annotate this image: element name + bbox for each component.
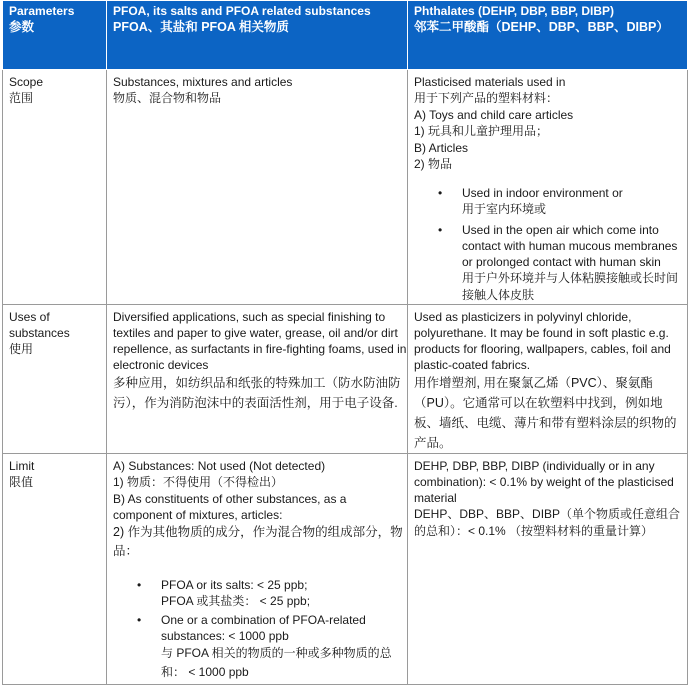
- scope-phth-line: A) Toys and child care articles: [414, 108, 574, 122]
- cell-limit-label: [3, 454, 107, 685]
- cell-uses-phthalates: [408, 305, 688, 454]
- header-parameters: [3, 1, 107, 70]
- limit-pfoa-bullet-list: [113, 577, 407, 682]
- header-pfoa-en: PFOA, its salts and PFOA related substances: [113, 4, 371, 18]
- uses-label-en: Uses of substances: [9, 310, 70, 340]
- limit-pfoa-line: B) As constituents of other substances, as a component of mixtures, articles:: [113, 492, 347, 522]
- scope-pfoa-en: Substances, mixtures and articles: [113, 75, 293, 89]
- table-row-uses: [3, 305, 688, 454]
- scope-phth-line: Plasticised materials used in: [414, 75, 566, 89]
- header-pfoa-cn: PFOA、其盐和 PFOA 相关物质: [113, 20, 289, 34]
- bullet-cn: 与 PFOA 相关的物质的一种或多种物质的总和： < 1000 ppb: [161, 646, 392, 679]
- cell-limit-phthalates: [408, 454, 688, 685]
- limit-pfoa-line: 1) 物质：不得使用（不得检出）: [113, 475, 284, 489]
- regulation-comparison-table: [2, 0, 688, 685]
- bullet-en: • Used in indoor environment or: [462, 186, 623, 200]
- scope-phth-bullet-list: [414, 185, 683, 304]
- uses-phth-cn: 用作增塑剂, 用在聚氯乙烯（PVC）、聚氨酯（PU）。它通常可以在软塑料中找到，例如地板、墙纸、电缆、薄片和带有塑料涂层的织物的产品。: [414, 376, 677, 450]
- bullet-cn: 用于户外环境并与人体粘膜接触或长时间接触人体皮肤: [462, 271, 679, 302]
- list-item: [462, 185, 683, 218]
- bullet-en: • PFOA or its salts: < 25 ppb;: [161, 578, 308, 592]
- limit-label-cn: 限值: [9, 475, 34, 489]
- scope-label-cn: 范围: [9, 91, 34, 105]
- list-item: [161, 577, 407, 610]
- uses-phth-en: Used as plasticizers in polyvinyl chloride, polyurethane. It may be found in soft plastic e.g. products for flooring, wallpapers, cables, foil and plastic-coated fabrics.: [414, 310, 671, 372]
- scope-phth-line: 用于下列产品的塑料材料：: [414, 91, 559, 105]
- scope-label-en: Scope: [9, 75, 44, 89]
- cell-scope-pfoa: [107, 70, 408, 305]
- header-parameters-en: Parameters: [9, 4, 75, 18]
- limit-pfoa-line: A) Substances: Not used (Not detected): [113, 459, 326, 473]
- bullet-cn: PFOA 或其盐类： < 25 ppb;: [161, 594, 311, 608]
- list-item: [161, 612, 407, 682]
- limit-phth-en: DEHP, DBP, BBP, DIBP (individually or in any combination): < 0.1% by weight of the plasticised material: [414, 459, 674, 505]
- cell-uses-pfoa: [107, 305, 408, 454]
- scope-phth-line: B) Articles: [414, 141, 469, 155]
- list-item: [462, 222, 683, 304]
- table-row-limit: [3, 454, 688, 685]
- header-phthalates-en: Phthalates (DEHP, DBP, BBP, DIBP): [414, 4, 615, 18]
- limit-phth-cn: DEHP、DBP、BBP、DIBP（单个物质或任意组合的总和）：< 0.1% （按塑料材料的重量计算）: [414, 507, 681, 538]
- header-parameters-cn: 参数: [9, 20, 35, 34]
- header-row: [3, 1, 688, 70]
- header-phthalates-cn: 邻苯二甲酸酯（DEHP、DBP、BBP、DIBP）: [414, 20, 669, 34]
- cell-scope-phthalates: [408, 70, 688, 305]
- bullet-cn: 用于室内环境或: [462, 202, 547, 216]
- cell-uses-label: [3, 305, 107, 454]
- table-row-scope: [3, 70, 688, 305]
- limit-label-en: Limit: [9, 459, 35, 473]
- scope-phth-line: 2) 物品: [414, 157, 453, 171]
- uses-pfoa-cn: 多种应用，如纺织品和纸张的特殊加工（防水防油防污），作为消防泡沫中的表面活性剂，用于电子设备.: [113, 376, 401, 410]
- scope-phth-line: 1) 玩具和儿童护理用品；: [414, 124, 549, 138]
- cell-limit-pfoa: [107, 454, 408, 685]
- limit-pfoa-line: 2) 作为其他物质的成分，作为混合物的组成部分，物品：: [113, 525, 403, 558]
- scope-pfoa-cn: 物质、混合物和物品: [113, 91, 222, 105]
- header-pfoa: [107, 1, 408, 70]
- cell-scope-label: [3, 70, 107, 305]
- uses-pfoa-en: Diversified applications, such as special finishing to textiles and paper to give water, grease, oil and/or dirt repellence, as surfactants in fire-fighting foams, used in electronic devices: [113, 310, 407, 372]
- bullet-en: • Used in the open air which come into contact with human mucous membranes or prolonged contact with human skin: [462, 223, 678, 269]
- bullet-en: • One or a combination of PFOA-related substances: < 1000 ppb: [161, 613, 366, 643]
- header-phthalates: [408, 1, 688, 70]
- uses-label-cn: 使用: [9, 342, 34, 356]
